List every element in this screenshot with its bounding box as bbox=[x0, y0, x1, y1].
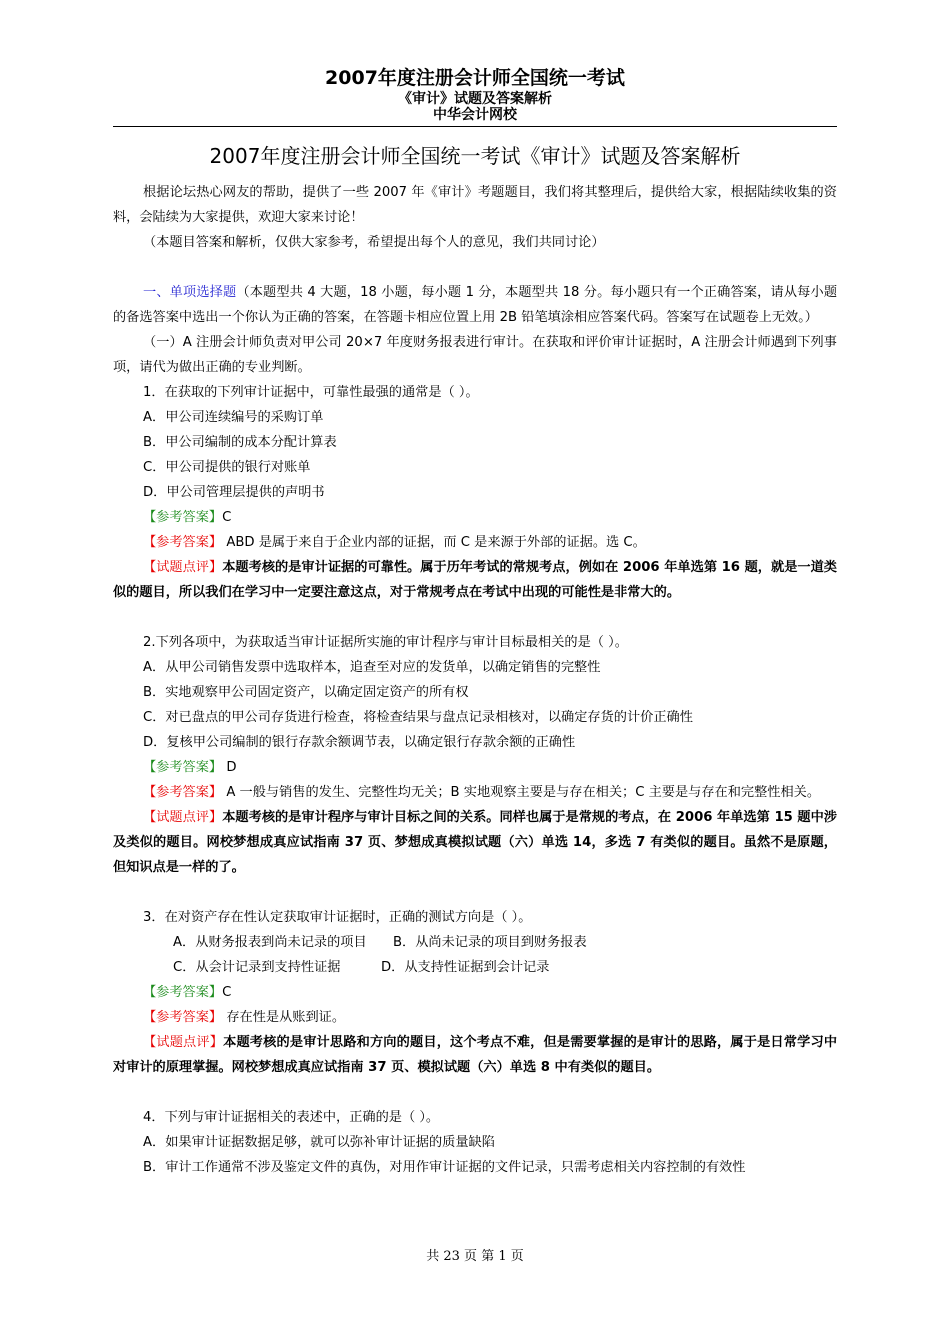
question-1-option-b: B．甲公司编制的成本分配计算表 bbox=[143, 435, 337, 450]
header-publisher: 中华会计网校 bbox=[433, 107, 517, 123]
question-1-option-c: C．甲公司提供的银行对账单 bbox=[143, 460, 311, 475]
section-description: （本题型共 4 大题，18 小题，每小题 1 分，本题型共 18 分。每小题只有一个正确答案，请从每小题的备选答案中选出一个你认为正确的答案，在答题卡相应位置上用 2B 铅笔填涂相应答案代码。答案写在试题卷上无效。） bbox=[113, 285, 838, 325]
question-3-option-a: A．从财务报表到尚未记录的项目 bbox=[173, 935, 367, 950]
comment-text: 本题考核的是审计证据的可靠性。属于历年考试的常规考点，例如在 2006 年单选第 16 题，就是一道类似的题目，所以我们在学习中一定要注意这点，对于常规考点在考试中出现的可能性是非常大的。 bbox=[113, 560, 837, 600]
explanation-text: 存在性是从账到证。 bbox=[222, 1010, 346, 1025]
question-2-comment bbox=[113, 805, 837, 880]
comment-text: 本题考核的是审计思路和方向的题目，这个考点不难，但是需要掌握的是审计的思路，属于是日常学习中对审计的原理掌握。网校梦想成真应试指南 37 页、模拟试题（六）单选 8 中有类似的题目。 bbox=[113, 1035, 838, 1075]
scenario-paragraph: （一）A 注册会计师负责对甲公司 20×7 年度财务报表进行审计。在获取和评价审计证据时，A 注册会计师遇到下列事项，请代为做出正确的专业判断。 bbox=[113, 335, 837, 375]
explanation-text: ABD 是属于来自于企业内部的证据，而 C 是来源于外部的证据。选 C。 bbox=[222, 535, 646, 550]
question-2-option-a: A．从甲公司销售发票中选取样本，追查至对应的发货单，以确定销售的完整性 bbox=[143, 660, 601, 675]
question-2-option-c: C．对已盘点的甲公司存货进行检查，将检查结果与盘点记录相核对，以确定存货的计价正确性 bbox=[143, 710, 693, 725]
comment-label: 【试题点评】 bbox=[143, 560, 223, 575]
question-2-option-d: D．复核甲公司编制的银行存款余额调节表，以确定银行存款余额的正确性 bbox=[143, 735, 576, 750]
comment-label: 【试题点评】 bbox=[143, 1035, 224, 1050]
question-2-explanation bbox=[113, 780, 837, 805]
question-2-option-b: B．实地观察甲公司固定资产，以确定固定资产的所有权 bbox=[143, 685, 469, 700]
question-1-option-a: A．甲公司连续编号的采购订单 bbox=[143, 410, 324, 425]
question-3-options-row-2 bbox=[113, 955, 837, 980]
comment-text: 本题考核的是审计程序与审计目标之间的关系。同样也属于是常规的考点，在 2006 年单选第 15 题中涉及类似的题目。网校梦想成真应试指南 37 页、梦想成真模拟试题（六）单选 14，多选 7 有类似的题目。虽然不是原题，但知识点是一样的了。 bbox=[113, 810, 837, 875]
question-1-stem: 1．在获取的下列审计证据中，可靠性最强的通常是（ ）。 bbox=[143, 385, 479, 400]
answer-value: C bbox=[222, 985, 232, 1000]
explanation-text: A 一般与销售的发生、完整性均无关；B 实地观察主要是与存在相关；C 主要是与存在和完整性相关。 bbox=[222, 785, 821, 800]
header-subject: 《审计》试题及答案解析 bbox=[398, 91, 552, 107]
answer-value: D bbox=[222, 760, 237, 775]
question-3-explanation bbox=[113, 1005, 837, 1030]
question-3-option-d: D．从支持性证据到会计记录 bbox=[381, 960, 550, 975]
question-3-answer bbox=[113, 980, 837, 1005]
intro-paragraph: 根据论坛热心网友的帮助，提供了一些 2007 年《审计》考题题目，我们将其整理后，提供给大家，根据陆续收集的资料，会陆续为大家提供，欢迎大家来讨论！ bbox=[113, 185, 837, 225]
question-2-answer bbox=[113, 755, 837, 780]
question-3-options-row-1 bbox=[113, 930, 837, 955]
answer-value: C bbox=[222, 510, 232, 525]
question-4-option-b: B．审计工作通常不涉及鉴定文件的真伪，对用作审计证据的文件记录，只需考虑相关内容控制的有效性 bbox=[143, 1160, 746, 1175]
question-1-answer bbox=[113, 505, 837, 530]
section-intro bbox=[113, 280, 837, 330]
question-4-stem: 4．下列与审计证据相关的表述中，正确的是（ ）。 bbox=[143, 1110, 440, 1125]
question-3-option-c: C．从会计记录到支持性证据 bbox=[173, 960, 341, 975]
header-exam-title: 2007年度注册会计师全国统一考试 bbox=[325, 67, 625, 89]
question-1-explanation bbox=[113, 530, 837, 555]
question-3-stem: 3．在对资产存在性认定获取审计证据时，正确的测试方向是（ ）。 bbox=[143, 910, 532, 925]
answer-label: 【参考答案】 bbox=[143, 785, 223, 800]
question-2-stem: 2.下列各项中，为获取适当审计证据所实施的审计程序与审计目标最相关的是（ ）。 bbox=[143, 635, 628, 650]
answer-label: 【参考答案】 bbox=[143, 985, 223, 1000]
intro-note: （本题目答案和解析，仅供大家参考，希望提出每个人的意见，我们共同讨论） bbox=[143, 235, 605, 250]
question-1-comment bbox=[113, 555, 837, 605]
answer-label: 【参考答案】 bbox=[143, 760, 223, 775]
question-3-comment bbox=[113, 1030, 837, 1080]
document-body bbox=[113, 180, 837, 1180]
comment-label: 【试题点评】 bbox=[143, 810, 223, 825]
question-3-option-b: B．从尚未记录的项目到财务报表 bbox=[393, 935, 587, 950]
header-divider bbox=[113, 126, 837, 127]
answer-label: 【参考答案】 bbox=[143, 1010, 223, 1025]
question-1-option-d: D．甲公司管理层提供的声明书 bbox=[143, 485, 325, 500]
question-4-option-a: A．如果审计证据数据足够，就可以弥补审计证据的质量缺陷 bbox=[143, 1135, 495, 1150]
section-heading[interactable]: 一、单项选择题 bbox=[143, 285, 237, 300]
document-title: 2007年度注册会计师全国统一考试《审计》试题及答案解析 bbox=[209, 144, 741, 168]
page-footer: 共 23 页 第 1 页 bbox=[426, 1249, 524, 1264]
answer-label: 【参考答案】 bbox=[143, 535, 223, 550]
answer-label: 【参考答案】 bbox=[143, 510, 223, 525]
